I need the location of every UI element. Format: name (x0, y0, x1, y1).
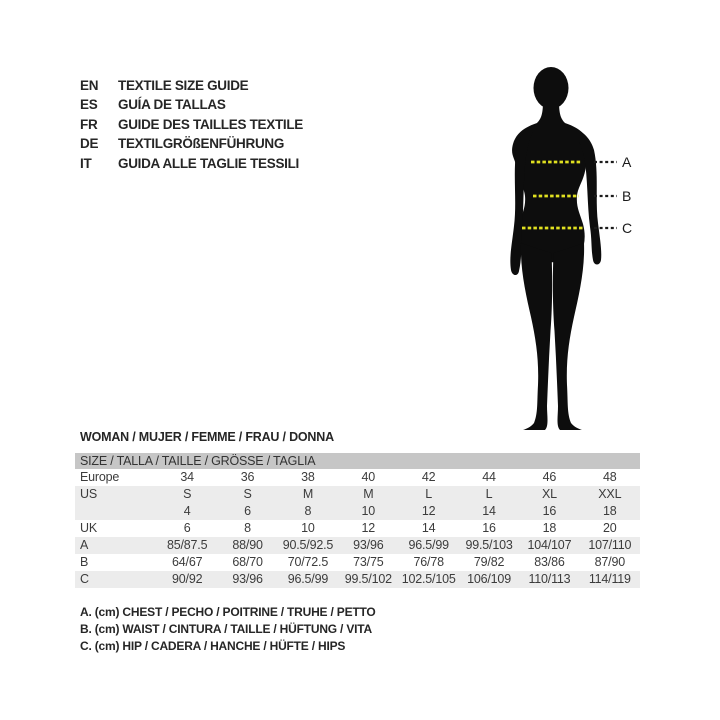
cell: 34 (180, 470, 194, 484)
row-label: C (80, 572, 89, 586)
cell: 14 (421, 521, 436, 535)
measurement-figure (455, 55, 655, 435)
measurement-label-b: B (622, 188, 632, 204)
row-label: A (80, 538, 89, 552)
cell: 16 (482, 521, 496, 535)
row-label: US (80, 487, 97, 501)
cell: 93/96 (232, 572, 263, 586)
cell: 14 (482, 504, 496, 518)
measurement-label-c: C (622, 220, 633, 236)
row-label: UK (80, 521, 97, 535)
cell: 38 (301, 470, 315, 484)
cell: 96.5/99 (408, 538, 449, 552)
cell: 110/113 (528, 572, 571, 586)
cell: 114/119 (588, 572, 631, 586)
language-row-it (80, 154, 303, 173)
woman-silhouette-icon (455, 55, 655, 435)
measurement-notes (80, 604, 376, 655)
cell: 12 (361, 521, 376, 535)
cell: 76/78 (413, 555, 444, 569)
cell: 79/82 (473, 555, 505, 569)
table-row-us-numbers (75, 503, 640, 520)
table-row-chest-a (75, 537, 640, 554)
cell: 96.5/99 (287, 572, 329, 586)
cell: 93/96 (353, 538, 384, 552)
size-table (75, 453, 640, 588)
cell: M (363, 487, 374, 501)
cell: L (425, 487, 433, 501)
cell: 4 (183, 504, 191, 518)
cell: 36 (240, 470, 255, 484)
cell: 90.5/92.5 (282, 538, 334, 552)
size-table-header: SIZE / TALLA / TAILLE / GRÖSSE / TAGLIA (75, 453, 640, 469)
measurement-label-a: A (622, 154, 632, 170)
cell: 6 (244, 504, 251, 518)
note-chest: A. (cm) CHEST / PECHO / POITRINE / TRUHE / PETTO (80, 605, 376, 619)
cell: 10 (361, 504, 376, 518)
language-row-fr (80, 115, 303, 134)
cell: 70/72.5 (287, 555, 329, 569)
cell: 18 (603, 504, 617, 518)
language-code: DE (80, 136, 99, 152)
cell: 88/90 (232, 538, 263, 552)
guide-title: TEXTILGRÖßENFÜHRUNG (118, 136, 285, 152)
cell: M (302, 487, 314, 501)
cell: 42 (421, 470, 436, 484)
table-row-us-letters (75, 486, 640, 503)
cell: 99.5/102 (344, 572, 392, 586)
cell: 85/87.5 (167, 538, 208, 552)
note-hip: C. (cm) HIP / CADERA / HANCHE / HÜFTE / HIPS (80, 639, 346, 653)
cell: 73/75 (353, 555, 384, 569)
cell: 8 (244, 521, 251, 535)
language-title-list (80, 76, 303, 173)
cell: 90/92 (172, 572, 203, 586)
cell: XXL (598, 487, 622, 501)
cell: 44 (482, 470, 496, 484)
row-label: Europe (80, 470, 120, 484)
table-row-uk (75, 520, 640, 537)
table-row-waist-b (75, 554, 640, 571)
table-row-europe (75, 469, 640, 486)
guide-title: TEXTILE SIZE GUIDE (118, 78, 249, 93)
row-label (75, 503, 157, 520)
cell: 46 (542, 470, 557, 484)
cell: S (243, 487, 252, 501)
cell: 8 (304, 504, 312, 518)
cell: 102.5/105 (401, 572, 456, 586)
cell: 87/90 (594, 555, 625, 569)
language-row-en (80, 76, 303, 95)
language-code: IT (80, 155, 92, 171)
guide-title: GUÍA DE TALLAS (118, 97, 226, 113)
note-waist: B. (cm) WAIST / CINTURA / TAILLE / HÜFTUNG / VITA (80, 622, 372, 636)
cell: 18 (542, 521, 557, 535)
cell: 106/109 (467, 572, 511, 586)
language-row-es (80, 95, 303, 114)
cell: 107/110 (588, 538, 632, 552)
cell: 40 (361, 470, 376, 484)
cell: 12 (421, 504, 436, 518)
cell: 48 (603, 470, 617, 484)
cell: S (183, 487, 192, 501)
cell: 64/67 (172, 555, 203, 569)
cell: XL (541, 487, 557, 501)
cell: L (485, 487, 493, 501)
language-code: ES (80, 97, 98, 113)
cell: 20 (603, 521, 617, 535)
guide-title: GUIDA ALLE TAGLIE TESSILI (118, 155, 299, 171)
cell: 99.5/103 (465, 538, 513, 552)
cell: 68/70 (232, 555, 263, 569)
cell: 83/86 (534, 555, 565, 569)
language-code: EN (80, 78, 99, 93)
table-row-hip-c (75, 571, 640, 588)
cell: 6 (183, 521, 191, 535)
category-title: WOMAN / MUJER / FEMME / FRAU / DONNA (80, 430, 334, 444)
cell: 16 (542, 504, 557, 518)
row-label: B (80, 555, 89, 569)
guide-title: GUIDE DES TAILLES TEXTILE (118, 116, 304, 132)
language-row-de (80, 134, 303, 153)
cell: 10 (301, 521, 315, 535)
cell: 104/107 (527, 538, 572, 552)
language-code: FR (80, 116, 98, 132)
